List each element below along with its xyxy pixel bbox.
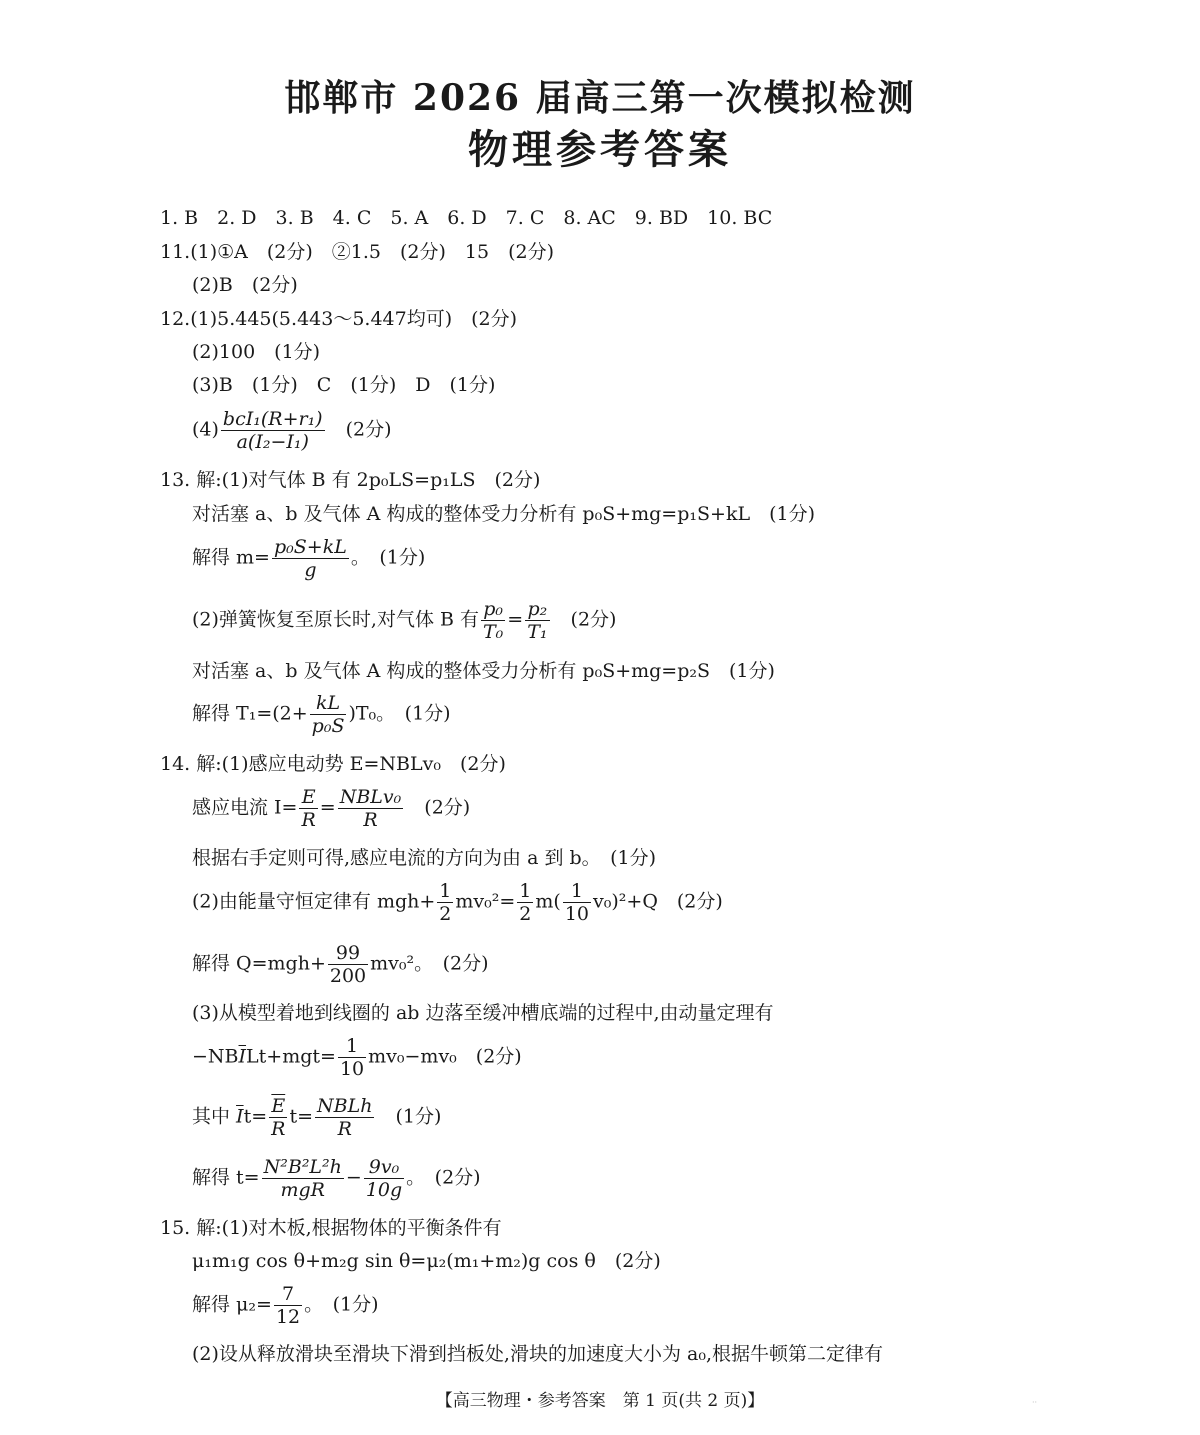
q14-line2-equals: = — [319, 796, 336, 819]
q14-line4-prefix: (2)由能量守恒定律有 mgh+ — [192, 890, 436, 913]
fraction-numerator: 1 — [563, 880, 591, 903]
q14-line1: 14. 解:(1)感应电动势 E=NBLv₀ (2分) — [160, 753, 506, 775]
q12-part4-score: (2分) — [345, 418, 392, 441]
q13-line6-suffix: )T₀。 (1分) — [348, 702, 451, 725]
fraction-numerator: bcI₁(R+r₁) — [222, 408, 323, 430]
q12-part3: (3)B (1分) C (1分) D (1分) — [192, 374, 496, 396]
fraction-numerator: kL — [310, 692, 347, 715]
q13-line4-equals: = — [507, 608, 524, 631]
q14-line4 — [192, 880, 723, 925]
q14-line8-fraction-1 — [269, 1095, 287, 1140]
q13-line4-fraction-1 — [481, 598, 505, 643]
q14-line8-fraction-2 — [315, 1095, 374, 1140]
fraction-denominator: 12 — [275, 1306, 301, 1328]
fraction-denominator: 10 — [339, 1058, 365, 1080]
fraction-numerator: NBLv₀ — [339, 786, 402, 808]
q14-line7 — [192, 1035, 522, 1080]
q14-line9-fraction-1 — [262, 1156, 344, 1201]
q14-line3: 根据右手定则可得,感应电流的方向为由 a 到 b。 (1分) — [192, 847, 657, 869]
q14-line5-suffix: mv₀²。 (2分) — [370, 952, 489, 975]
q14-line4-fraction-3 — [563, 880, 591, 925]
fraction-denominator: 200 — [329, 965, 367, 987]
q15-line3-suffix: 。 (1分) — [304, 1293, 379, 1316]
q12-part1: 12.(1)5.445(5.443～5.447均可) (2分) — [160, 308, 518, 330]
q14-line9-suffix: 。 (2分) — [406, 1166, 481, 1189]
q14-line7-mid: Lt+mgt= — [246, 1045, 336, 1068]
fraction-numerator: p₀S+kL — [273, 536, 347, 558]
q15-line4: (2)设从释放滑块至滑块下滑到挡板处,滑块的加速度大小为 a₀,根据牛顿第二定律有 — [192, 1343, 883, 1365]
q14-line5-fraction — [328, 942, 368, 987]
q14-line4-mid1: mv₀²= — [455, 890, 516, 913]
q14-line9-prefix: 解得 t= — [192, 1166, 260, 1189]
fraction-denominator: a(I₂−I₁) — [236, 431, 309, 453]
q14-line9-minus: − — [345, 1166, 362, 1189]
q13-line1: 13. 解:(1)对气体 B 有 2p₀LS=p₁LS (2分) — [160, 469, 541, 491]
fraction-numerator: p₂ — [525, 598, 549, 621]
q12-part2: (2)100 (1分) — [192, 341, 321, 363]
fraction-numerator: $\overline{E}$ — [269, 1095, 287, 1118]
q14-line5-prefix: 解得 Q=mgh+ — [192, 952, 326, 975]
fraction-numerator: p₀ — [481, 598, 505, 621]
q11-part2: (2)B (2分) — [192, 274, 298, 296]
q15-line3 — [192, 1283, 379, 1328]
q14-line7-fraction — [338, 1035, 366, 1080]
q12-part4-prefix: (4) — [192, 418, 219, 441]
fraction-numerator: NBLh — [317, 1095, 373, 1117]
q14-line2 — [192, 786, 470, 831]
q13-line4-fraction-2 — [525, 598, 549, 643]
q14-line4-mid2: m( — [535, 890, 561, 913]
fraction-numerator: E — [299, 786, 317, 809]
q14-line9-fraction-2 — [364, 1156, 404, 1201]
average-current-symbol: $\overline{I}$ — [238, 1045, 247, 1068]
q13-line6-fraction — [310, 692, 347, 737]
scan-mark-icon: ·· — [1032, 1398, 1038, 1407]
q14-line8-mid2: t= — [289, 1105, 313, 1128]
q14-line2-prefix: 感应电流 I= — [192, 796, 298, 819]
q14-line4-fraction-2 — [517, 880, 533, 925]
fraction-denominator: R — [363, 809, 378, 831]
fraction-numerator: 7 — [274, 1283, 302, 1306]
fraction-denominator: R — [301, 809, 316, 831]
q14-line6: (3)从模型着地到线圈的 ab 边落至缓冲槽底端的过程中,由动量定理有 — [192, 1002, 774, 1024]
fraction-denominator: g — [304, 559, 317, 581]
fraction-numerator: 1 — [338, 1035, 366, 1058]
fraction-denominator: R — [271, 1118, 286, 1140]
fraction-numerator: 1 — [439, 880, 452, 902]
q14-line7-suffix: mv₀−mv₀ (2分) — [368, 1045, 522, 1068]
q11-part1: 11.(1)①A (2分) ②1.5 (2分) 15 (2分) — [160, 241, 555, 263]
q14-line2-fraction-1 — [299, 786, 317, 831]
q13-line3-fraction — [272, 536, 349, 581]
q13-line6-prefix: 解得 T₁=(2+ — [192, 702, 308, 725]
document-title: 邯郸市 2026 届高三第一次模拟检测 — [284, 77, 916, 119]
q15-line2: μ₁m₁g cos θ+m₂g sin θ=μ₂(m₁+m₂)g cos θ (2分) — [192, 1250, 661, 1272]
fraction-numerator: 9v₀ — [364, 1156, 404, 1179]
fraction-denominator: p₀S — [311, 715, 345, 737]
q15-line3-prefix: 解得 μ₂= — [192, 1293, 272, 1316]
q14-line7-prefix: −NB — [192, 1045, 239, 1068]
q14-line4-suffix: v₀)²+Q (2分) — [593, 890, 723, 913]
q13-line4-score: (2分) — [570, 608, 617, 631]
fraction-denominator: T₀ — [483, 621, 504, 643]
q15-line3-fraction — [274, 1283, 302, 1328]
fraction-denominator: T₁ — [527, 621, 548, 643]
q13-line5: 对活塞 a、b 及气体 A 构成的整体受力分析有 p₀S+mg=p₂S (1分) — [192, 660, 775, 682]
q15-line1: 15. 解:(1)对木板,根据物体的平衡条件有 — [160, 1217, 502, 1239]
q14-line8 — [192, 1095, 441, 1140]
fraction-numerator: 1 — [519, 880, 532, 902]
q14-line4-fraction-1 — [437, 880, 453, 925]
document-subtitle: 物理参考答案 — [468, 126, 732, 173]
fraction-denominator: R — [337, 1118, 352, 1140]
q13-line6 — [192, 692, 451, 737]
average-current-symbol: $\overline{I}$ — [236, 1105, 244, 1128]
q14-line2-fraction-2 — [338, 786, 404, 831]
fraction-numerator: N²B²L²h — [263, 1156, 342, 1178]
fraction-denominator: mgR — [280, 1179, 325, 1201]
q14-line5 — [192, 942, 489, 987]
choice-answers: 1. B 2. D 3. B 4. C 5. A 6. D 7. C 8. AC 9. BD 10. BC — [160, 207, 773, 229]
q14-line2-score: (2分) — [424, 796, 471, 819]
fraction-denominator: 2 — [519, 903, 532, 925]
q14-line8-score: (1分) — [395, 1105, 442, 1128]
q14-line8-prefix: 其中 — [192, 1105, 237, 1128]
q12-part4-fraction — [221, 408, 325, 453]
fraction-denominator: 10 — [564, 903, 590, 925]
q12-part4 — [192, 408, 392, 453]
q13-line3-suffix: 。 (1分) — [350, 546, 426, 569]
q13-line4 — [192, 598, 616, 643]
fraction-denominator: 2 — [439, 903, 452, 925]
q13-line2: 对活塞 a、b 及气体 A 构成的整体受力分析有 p₀S+mg=p₁S+kL (1分) — [192, 503, 815, 525]
q13-line3-prefix: 解得 m= — [192, 546, 270, 569]
q14-line8-mid: t= — [243, 1105, 268, 1128]
fraction-denominator: 10g — [365, 1179, 403, 1201]
q14-line9 — [192, 1156, 481, 1201]
fraction-numerator: 99 — [328, 942, 368, 965]
q13-line4-prefix: (2)弹簧恢复至原长时,对气体 B 有 — [192, 608, 479, 631]
q13-line3 — [192, 536, 425, 581]
page-footer: 【高三物理・参考答案 第 1 页(共 2 页)】 — [435, 1391, 765, 1411]
